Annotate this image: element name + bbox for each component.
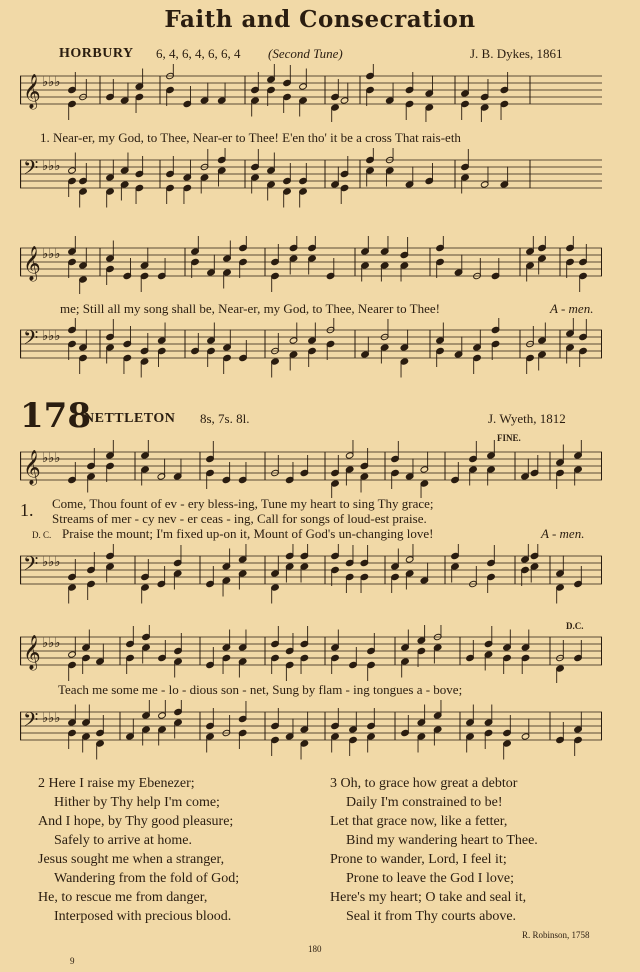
verse-line: Wandering from the fold of God; — [54, 871, 240, 886]
amen-label: A - men. — [541, 526, 585, 541]
dc-label: D. C. — [32, 530, 52, 540]
lyric-line: 1. Near-er, my God, to Thee, Near-er to Thee! E'en tho' it be a cross That rais-eth — [40, 130, 461, 145]
verse-brace: 1. — [20, 500, 34, 520]
verse-line: 3 Oh, to grace how great a debtor — [330, 776, 518, 791]
verse-line: And I hope, by Thy good pleasure; — [38, 814, 234, 829]
page-number: 180 — [308, 944, 322, 954]
svg-text:𝄢: 𝄢 — [23, 552, 39, 580]
page-title: Faith and Consecration — [164, 6, 476, 33]
music-staff-bass — [20, 544, 602, 606]
verse-line: 2 Here I raise my Ebenezer; — [38, 776, 195, 791]
svg-text:♭♭♭: ♭♭♭ — [42, 636, 61, 651]
verse-line: Safely to arrive at home. — [54, 833, 193, 848]
svg-text:𝄢: 𝄢 — [23, 156, 39, 184]
music-staff-treble — [20, 236, 602, 294]
verse-line: He, to rescue me from danger, — [38, 890, 208, 905]
tune-name-horbury: HORBURY — [59, 46, 134, 61]
svg-text:♭♭♭: ♭♭♭ — [42, 159, 61, 174]
music-staff-treble — [20, 440, 602, 498]
composer-nettleton: J. Wyeth, 1812 — [488, 411, 566, 426]
meter-nettleton: 8s, 7s. 8l. — [200, 411, 250, 426]
svg-text:𝄞: 𝄞 — [23, 450, 41, 485]
music-staff-bass — [20, 148, 602, 210]
composer-horbury: J. B. Dykes, 1861 — [470, 46, 563, 61]
verse-line: Prone to leave the God I love; — [346, 871, 514, 886]
lyric-line: me; Still all my song shall be, Near-er, my God, to Thee, Nearer to Thee! — [60, 301, 440, 316]
author-credit: R. Robinson, 1758 — [522, 930, 590, 940]
music-staff-treble — [20, 625, 602, 683]
corner-mark: 9 — [70, 956, 75, 966]
verse-line: Prone to wander, Lord, I feel it; — [330, 852, 507, 867]
verse-3 — [330, 774, 538, 926]
svg-text:𝄢: 𝄢 — [23, 708, 39, 736]
svg-text:♭♭♭: ♭♭♭ — [42, 711, 61, 726]
verse-line: Daily I'm constrained to be! — [346, 795, 503, 810]
svg-text:𝄞: 𝄞 — [23, 74, 41, 109]
verse-line: Here's my heart; O take and seal it, — [330, 890, 527, 905]
svg-text:𝄞: 𝄞 — [23, 635, 41, 670]
lyric-line: Come, Thou fount of ev - ery bless-ing, Tune my heart to sing Thy grace; — [52, 496, 434, 511]
dc-mark: D.C. — [566, 621, 584, 631]
verse-line: Jesus sought me when a stranger, — [38, 852, 225, 867]
music-staff-treble — [20, 64, 602, 122]
verse-line: Seal it from Thy courts above. — [346, 909, 517, 924]
svg-text:♭♭♭: ♭♭♭ — [42, 555, 61, 570]
meter-horbury: 6, 4, 6, 4, 6, 6, 4 — [156, 46, 241, 61]
svg-text:♭♭♭: ♭♭♭ — [42, 75, 61, 90]
lyric-line: Praise the mount; I'm fixed up-on it, Mount of God's un-changing love! — [62, 526, 434, 541]
second-tune-label: (Second Tune) — [268, 46, 343, 61]
hymn-number: 178 — [20, 396, 91, 436]
fine-mark: FINE. — [497, 433, 521, 443]
tune-name-nettleton: NETTLETON — [84, 411, 176, 426]
svg-text:♭♭♭: ♭♭♭ — [42, 451, 61, 466]
svg-text:♭♭♭: ♭♭♭ — [42, 247, 61, 262]
verse-line: Interposed with precious blood. — [54, 909, 232, 924]
svg-text:♭♭♭: ♭♭♭ — [42, 329, 61, 344]
verse-line: Hither by Thy help I'm come; — [54, 795, 220, 810]
music-staff-bass — [20, 318, 602, 384]
svg-text:𝄞: 𝄞 — [23, 246, 41, 281]
lyric-line: Teach me some me - lo - dious son - net, Sung by flam - ing tongues a - bove; — [58, 682, 463, 697]
verse-line: Let that grace now, like a fetter, — [330, 814, 508, 829]
lyric-line: Streams of mer - cy nev - er ceas - ing, Call for songs of loud-est praise. — [52, 511, 427, 526]
music-staff-bass — [20, 700, 602, 762]
amen-label: A - men. — [550, 301, 594, 316]
svg-text:𝄢: 𝄢 — [23, 326, 39, 354]
verse-line: Bind my wandering heart to Thee. — [346, 833, 538, 848]
verse-2 — [38, 774, 239, 926]
